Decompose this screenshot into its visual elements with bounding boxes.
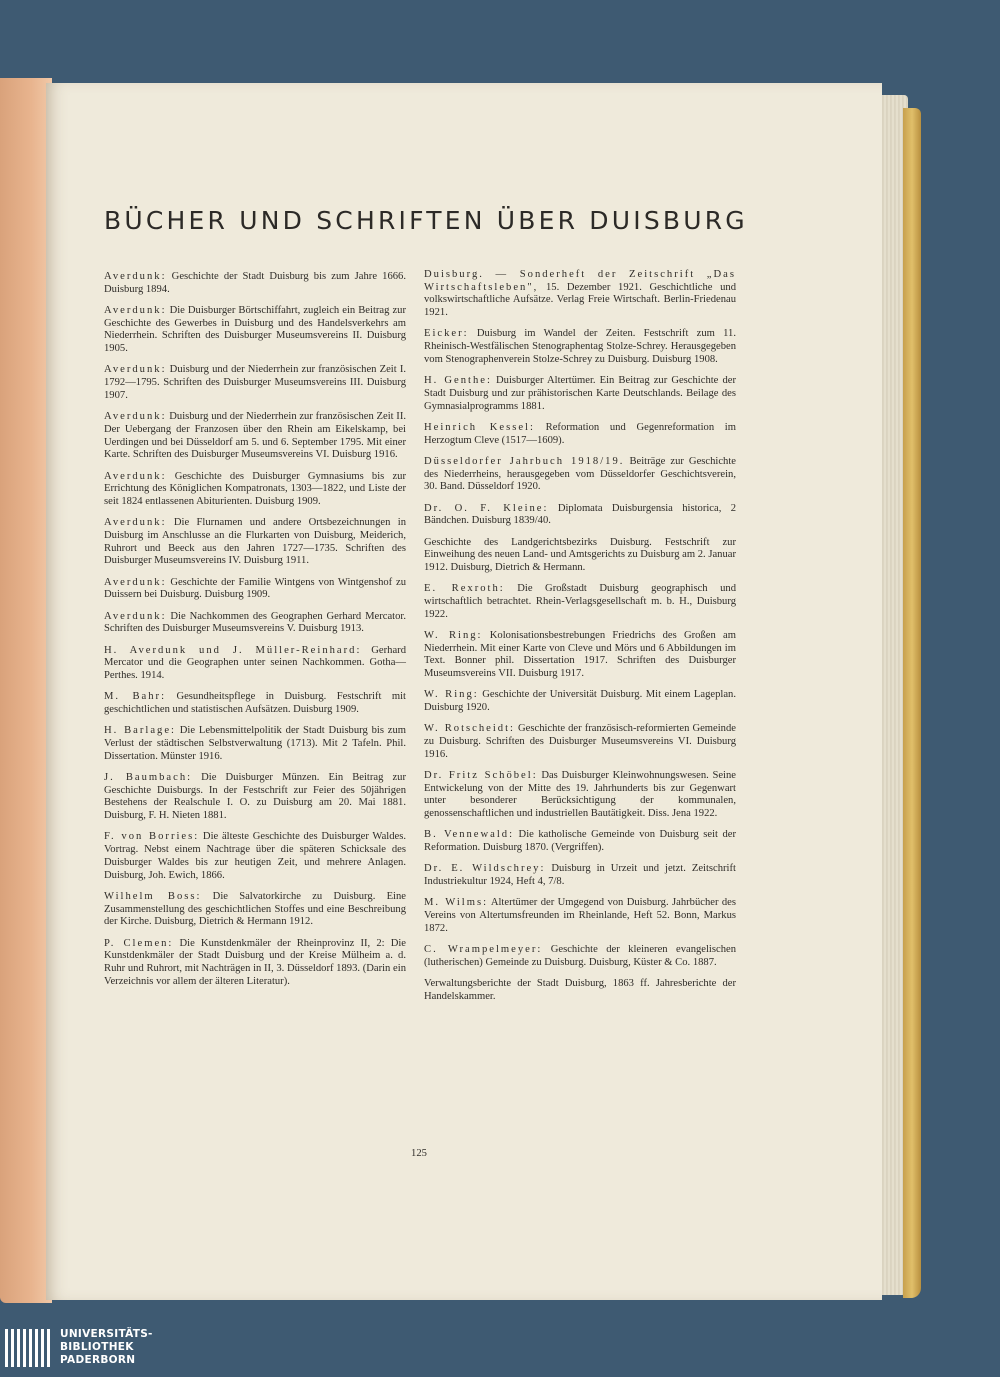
entry-text: Die Großstadt Duisburg geographisch und wirtschaftlich betrachtet. Rhein-Verlagsgesellschaft m. b. H., Duisburg 1922. <box>424 583 736 620</box>
entry-text: Geschichte der französisch-reformierten Gemeinde zu Duisburg. Schriften des Duisburger Museumsvereins VI. Duisburg 1916. <box>424 723 736 760</box>
entry-author: F. von Borries: <box>104 831 200 843</box>
bibliography-entry <box>104 577 406 602</box>
bibliography-entry <box>424 978 736 1003</box>
library-logo-line: BIBLIOTHEK <box>60 1340 134 1353</box>
entry-text: Diplomata Duisburgensia historica, 2 Bändchen. Duisburg 1839/40. <box>424 502 737 527</box>
entry-author: Düsseldorfer Jahrbuch 1918/19. <box>424 455 625 467</box>
entry-author: Averdunk: <box>104 411 167 423</box>
bibliography-entry <box>104 645 406 683</box>
entry-author: Averdunk: <box>104 610 167 622</box>
entry-text: Gesundheitspflege in Duisburg. Festschrift mit geschichtlichen und statistischen Aufsätzen. Duisburg 1909. <box>104 691 406 716</box>
entry-text: Geschichte des Duisburger Gymnasiums bis zur Errichtung des Königlichen Kompatronats, 1303—1822, und Liste der seit 1824 entlassenen Abiturienten. Duisburg 1909. <box>104 470 406 507</box>
bibliography-entry <box>424 375 736 413</box>
bibliography-entry <box>424 328 736 366</box>
page-heading: BÜCHER UND SCHRIFTEN ÜBER DUISBURG <box>104 206 748 235</box>
entry-text: Die Nachkommen des Geographen Gerhard Mercator. Schriften des Duisburger Museumsvereins V. Duisburg 1913. <box>104 610 406 635</box>
entry-author: Averdunk: <box>104 305 167 316</box>
bibliography-entry <box>104 305 406 356</box>
entry-author: Dr. Fritz Schöbel: <box>424 770 538 782</box>
entry-text: Geschichte der Familie Wintgens von Wintgenshof zu Duissern bei Duisburg. Duisburg 1909. <box>104 576 406 601</box>
entry-text: Duisburg und der Niederrhein zur französischen Zeit I. 1792—1795. Schriften des Duisburger Museumsvereins III. Duisburg 1907. <box>104 364 406 401</box>
entry-author: H. Barlage: <box>104 725 176 737</box>
entry-text: Die Flurnamen und andere Ortsbezeichnungen in Duisburg im Anschlusse an die Flurkarten von Duisburg, Meiderich, Ruhrort und Beeck aus den Jahren 1727—1735. Schriften des Duisburger Museumsvereins IV. Duisburg 1911. <box>104 517 406 567</box>
bibliography-entry <box>424 944 736 969</box>
entry-text: Geschichte der Universität Duisburg. Mit einem Lageplan. Duisburg 1920. <box>424 689 736 714</box>
entry-author: B. Vennewald: <box>424 829 515 841</box>
entry-author: Averdunk: <box>104 517 167 529</box>
bibliography-entry <box>104 891 406 929</box>
entry-author: E. Rexroth: <box>424 583 505 595</box>
bibliography-entry <box>424 537 736 575</box>
entry-author: Wilhelm Boss: <box>104 890 202 902</box>
entry-text: Geschichte des Landgerichtsbezirks Duisburg. Festschrift zur Einweihung des neuen Land- und Amtsgerichts zu Duisburg am 2. Januar 1912. Duisburg, Dietrich & Hermann. <box>424 536 736 573</box>
entry-author: H. Genthe: <box>424 375 492 387</box>
bibliography-entry <box>104 411 406 462</box>
bibliography-entry <box>424 829 736 854</box>
bibliography-entry <box>104 691 406 716</box>
entry-text: Reformation und Gegenreformation im Herzogtum Cleve (1517—1609). <box>424 421 736 446</box>
entry-author: Eicker: <box>424 328 469 340</box>
bibliography-entry <box>424 269 736 320</box>
bibliography-entry <box>424 863 736 888</box>
bibliography-entry <box>104 517 406 568</box>
bibliography-entry <box>424 630 736 681</box>
left-column <box>104 271 406 997</box>
library-logo-line: UNIVERSITÄTS- <box>60 1328 153 1340</box>
entry-text: Geschichte der kleineren evangelischen (lutherischen) Gemeinde zu Duisburg. Duisburg, Küster & Co. 1887. <box>424 944 736 968</box>
bibliography-entry <box>104 611 406 636</box>
library-logo-line: PADERBORN <box>60 1353 136 1366</box>
entry-author: Averdunk: <box>104 470 167 482</box>
entry-author: Dr. E. Wildschrey: <box>424 863 546 875</box>
entry-text: Duisburg in Urzeit und jetzt. Zeitschrift Industriekultur 1924, Heft 4, 7/8. <box>424 863 736 888</box>
library-logo-text <box>60 1328 200 1366</box>
bibliography-entry <box>424 456 736 494</box>
right-column <box>424 269 736 1012</box>
library-logo-icon <box>4 1327 56 1369</box>
bibliography-entry <box>104 725 406 763</box>
bibliography-entry <box>424 422 736 447</box>
entry-text: Verwaltungsberichte der Stadt Duisburg, 1863 ff. Jahresberichte der Handelskammer. <box>424 978 736 1002</box>
bibliography-entry <box>424 689 736 714</box>
entry-text: Die Duisburger Börtschiffahrt, zugleich ein Beitrag zur Geschichte des Gewerbes in Duisburg und des Handelsverkehrs am Niederrhein. Schriften des Duisburger Museumsvereins II. Duisburg 1905. <box>104 305 406 355</box>
entry-author: W. Ring: <box>424 689 479 701</box>
entry-author: P. Clemen: <box>104 937 174 949</box>
cover-edge <box>903 108 921 1298</box>
entry-text: Die Lebensmittelpolitik der Stadt Duisburg bis zum Verlust der städtischen Selbstverwaltung (1713). Mit 2 Tafeln. Phil. Dissertation. Münster 1916. <box>104 725 406 762</box>
page-number: 125 <box>411 1148 427 1159</box>
bibliography-entry <box>104 772 406 823</box>
entry-text: Duisburg und der Niederrhein zur französischen Zeit II. Der Uebergang der Franzosen über den Rhein am Eikelskamp, bei Uerdingen und bei Düsseldorf am 5. und 6. September 1795. Mit einer Karte. Schriften des Duisburger Museumsvereins VI. Duisburg 1916. <box>104 411 406 461</box>
entry-author: Duisburg. — Sonderheft der Zeitschrift „Das Wirtschaftsleben", <box>424 269 736 293</box>
entry-text: Die katholische Gemeinde von Duisburg seit der Reformation. Duisburg 1870. (Vergriffen). <box>424 829 737 854</box>
bibliography-entry <box>424 503 736 528</box>
library-logo <box>4 1327 204 1369</box>
entry-text: 15. Dezember 1921. Geschichtliche und volkswirtschaftliche Aufsätze. Verlag Freie Wirtschaft. Berlin-Friedenau 1921. <box>424 281 736 319</box>
entry-author: Averdunk: <box>104 576 167 588</box>
left-page-edge <box>0 78 52 1303</box>
entry-text: Die Duisburger Münzen. Ein Beitrag zur Geschichte Duisburgs. In der Festschrift zur Feier des 50jährigen Bestehens der Realschule I. O. zu Duisburg am 20. Mai 1881. Duisburg, F. H. Nieten 1881. <box>104 772 406 822</box>
entry-text: Duisburger Altertümer. Ein Beitrag zur Geschichte der Stadt Duisburg und zur prähistorischen Karte Deutschlands. Beilage des Gymnasialprogramms 1881. <box>424 375 736 412</box>
entry-text: Die Kunstdenkmäler der Rheinprovinz II, 2: Die Kunstdenkmäler der Stadt Duisburg und der Kreise Mülheim a. d. Ruhr und Ruhrort, mit Nachträgen in II, 3. Düsseldorf 1893. (Darin ein Verzeichnis vor allem der älteren Literatur). <box>104 937 406 987</box>
bibliography-entry <box>424 770 736 821</box>
entry-text: Duisburg im Wandel der Zeiten. Festschrift zum 11. Rheinisch-Westfälischen Stenographentag Stolze-Schrey. Herausgegeben vom Stenographenverein Stolze-Schrey zu Duisburg. Duisburg 1908. <box>424 328 736 365</box>
bibliography-entry <box>104 364 406 402</box>
bibliography-entry <box>424 583 736 621</box>
entry-text: Beiträge zur Geschichte des Niederrheins, herausgegeben vom Düsseldorfer Geschichtsverein, 30. Band. Düsseldorf 1920. <box>424 455 736 493</box>
entry-author: C. Wrampelmeyer: <box>424 944 543 956</box>
entry-author: M. Wilms: <box>424 897 489 909</box>
entry-text: Die älteste Geschichte des Duisburger Waldes. Vortrag. Nebst einem Nachtrage über die späteren Schicksale des Duisburger Waldes bis zur heutigen Zeit, und mehrere Anlagen. Duisburg, Joh. Ewich, 1866. <box>104 831 406 881</box>
entry-text: Altertümer der Umgegend von Duisburg. Jahrbücher des Vereins von Altertumsfreunden im Rheinlande, Heft 52. Bonn, Markus 1872. <box>424 897 736 934</box>
entry-text: Die Salvatorkirche zu Duisburg. Eine Zusammenstellung des geschichtlichen Stoffes und eine Beschreibung der Kirche. Duisburg, Dietrich & Hermann 1912. <box>104 890 406 928</box>
entry-text: Kolonisationsbestrebungen Friedrichs des Großen am Niederrhein. Mit einer Karte von Cleve und Mörs und 6 Abbildungen im Text. Bonner phil. Dissertation 1917. Schriften des Duisburger Museumsvereins VII. Duisburg 1917. <box>424 629 736 680</box>
entry-text: Geschichte der Stadt Duisburg bis zum Jahre 1666. Duisburg 1894. <box>104 271 406 295</box>
entry-author: H. Averdunk und J. Müller-Reinhard: <box>104 644 362 656</box>
entry-author: Dr. O. F. Kleine: <box>424 502 549 514</box>
entry-author: Averdunk: <box>104 271 167 282</box>
entry-author: Averdunk: <box>104 364 167 376</box>
entry-author: W. Rotscheidt: <box>424 723 515 735</box>
entry-author: J. Baumbach: <box>104 772 193 784</box>
entry-author: W. Ring: <box>424 629 483 641</box>
bibliography-entry <box>424 897 736 935</box>
entry-text: Gerhard Mercator und die Geographen unter seinen Nachkommen. Gotha—Perthes. 1914. <box>104 644 406 682</box>
bibliography-entry <box>104 831 406 882</box>
bibliography-entry <box>104 471 406 509</box>
entry-author: M. Bahr: <box>104 691 167 703</box>
entry-author: Heinrich Kessel: <box>424 421 535 433</box>
bibliography-entry <box>104 938 406 989</box>
entry-text: Das Duisburger Kleinwohnungswesen. Seine Entwickelung von der Mitte des 19. Jahrhunderts bis zur Gegenwart unter besonderer Berücksichtigung der kommunalen, genossenschaftlichen und industriellen Bautätigkeit. Diss. Jena 1922. <box>424 770 736 820</box>
bibliography-entry <box>104 271 406 296</box>
bibliography-entry <box>424 723 736 761</box>
